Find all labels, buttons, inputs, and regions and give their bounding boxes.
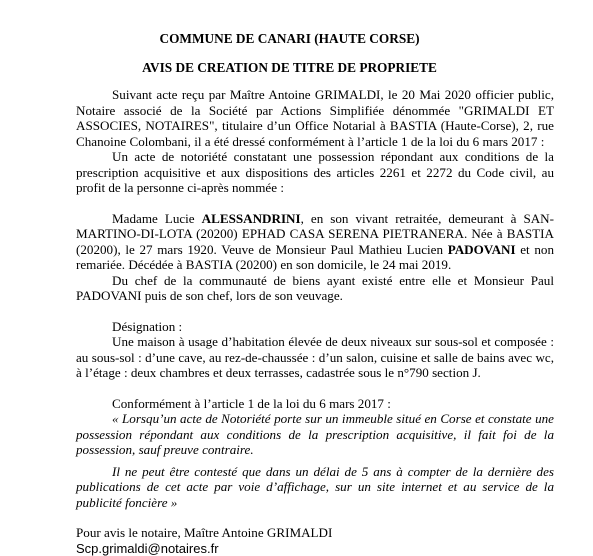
notice-title: AVIS DE CREATION DE TITRE DE PROPRIETE <box>0 60 593 76</box>
signature-line: Pour avis le notaire, Maître Antoine GRIMALDI <box>76 525 554 541</box>
paragraph-notoriety: Un acte de notoriété constatant une possession répondant aux conditions de la prescription acquisitive et aux dispositions des articles 2261 et 2272 du Code civil, au profit de la personne ci-après nommée : <box>76 149 554 196</box>
notice-body <box>76 87 554 556</box>
designation-label: Désignation : <box>76 319 554 335</box>
paragraph-property: Une maison à usage d’habitation élevée de deux niveaux sur sous-sol et composée : au sous-sol : d’une cave, au rez-de-chaussée : d’un salon, cuisine et salle de bains avec wc, à l’étage : deux chambres et deux terrasses, cadastrée sous le n°790 section J. <box>76 334 554 381</box>
paragraph-person: Madame Lucie ALESSANDRINI, en son vivant retraitée, demeurant à SAN-MARTINO-DI-LOTA (20200) EPHAD CASA SERENA PIETRANERA. Née à BASTIA (20200), le 27 mars 1920. Veuve de Monsieur Paul Mathieu Lucien PADOVANI et non remariée. Décédée à BASTIA (20200) en son domicile, le 24 mai 2019. <box>76 211 554 273</box>
paragraph-law: Conformément à l’article 1 de la loi du 6 mars 2017 : <box>76 396 554 412</box>
email-address[interactable]: Scp.grimaldi@notaires.fr <box>76 541 554 556</box>
quote-possession: « Lorsqu’un acte de Notoriété porte sur un immeuble situé en Corse et constate une possession répondant aux conditions de la prescription acquisitive, il fait foi de la possession, sauf preuve contraire. <box>76 411 554 458</box>
paragraph-act: Suivant acte reçu par Maître Antoine GRIMALDI, le 20 Mai 2020 officier public, Notaire associé de la Société par Actions Simplifiée dénommée "GRIMALDI ET ASSOCIES, NOTAIRES", titulaire d’un Office Notarial à BASTIA (Haute-Corse), 2, rue Chanoine Colombani, il a été dressé conformément à l’article 1 de la loi du 6 mars 2017 : <box>76 87 554 149</box>
person-surname: ALESSANDRINI <box>202 211 301 226</box>
paragraph-community: Du chef de la communauté de biens ayant existé entre elle et Monsieur Paul PADOVANI puis de son chef, lors de son veuvage. <box>76 273 554 304</box>
quote-contest: Il ne peut être contesté que dans un délai de 5 ans à compter de la dernière des publications de cet acte par voie d’affichage, sur un site internet et au service de la publicité foncière » <box>76 464 554 511</box>
spouse-surname: PADOVANI <box>448 242 516 257</box>
commune-heading: COMMUNE DE CANARI (HAUTE CORSE) <box>0 31 593 47</box>
